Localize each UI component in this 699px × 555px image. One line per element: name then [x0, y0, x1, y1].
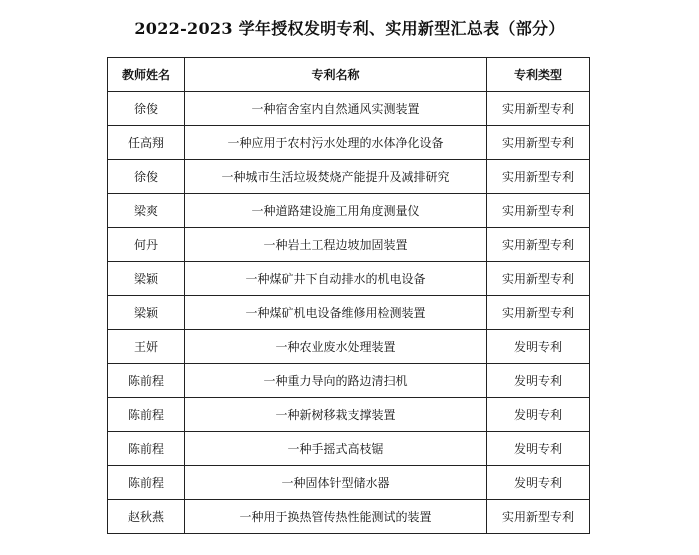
table-row: [108, 296, 590, 330]
patent-name-cell: 一种新树移栽支撑装置: [185, 398, 487, 432]
teacher-name-cell: 陈前程: [108, 466, 185, 500]
patent-summary-table: [107, 57, 590, 534]
table-row: [108, 262, 590, 296]
teacher-name-cell: 梁颖: [108, 262, 185, 296]
patent-name-cell: 一种应用于农村污水处理的水体净化设备: [185, 126, 487, 160]
patent-type-cell: 实用新型专利: [487, 296, 590, 330]
patent-type-cell: 发明专利: [487, 466, 590, 500]
table-row: [108, 432, 590, 466]
teacher-name-cell: 王妍: [108, 330, 185, 364]
patent-name-cell: 一种道路建设施工用角度测量仪: [185, 194, 487, 228]
teacher-name-cell: 陈前程: [108, 432, 185, 466]
patent-type-cell: 发明专利: [487, 364, 590, 398]
table-row: [108, 194, 590, 228]
patent-name-cell: 一种重力导向的路边清扫机: [185, 364, 487, 398]
table-header: [108, 58, 590, 92]
table-row: [108, 364, 590, 398]
patent-name-cell: 一种手摇式高枝锯: [185, 432, 487, 466]
teacher-name-cell: 陈前程: [108, 364, 185, 398]
table-row: [108, 398, 590, 432]
table-header-row: [108, 58, 590, 92]
teacher-name-cell: 梁颖: [108, 296, 185, 330]
teacher-name-cell: 徐俊: [108, 160, 185, 194]
table-row: [108, 330, 590, 364]
table-row: [108, 228, 590, 262]
patent-type-cell: 实用新型专利: [487, 262, 590, 296]
patent-type-cell: 实用新型专利: [487, 92, 590, 126]
patent-name-cell: 一种岩土工程边坡加固装置: [185, 228, 487, 262]
patent-type-cell: 实用新型专利: [487, 500, 590, 534]
header-patent-name: 专利名称: [185, 58, 487, 92]
table-row: [108, 500, 590, 534]
patent-type-cell: 发明专利: [487, 330, 590, 364]
teacher-name-cell: 任高翔: [108, 126, 185, 160]
table-row: [108, 160, 590, 194]
patent-type-cell: 实用新型专利: [487, 126, 590, 160]
patent-name-cell: 一种煤矿机电设备维修用检测装置: [185, 296, 487, 330]
teacher-name-cell: 梁爽: [108, 194, 185, 228]
patent-type-cell: 实用新型专利: [487, 194, 590, 228]
patent-name-cell: 一种用于换热管传热性能测试的装置: [185, 500, 487, 534]
teacher-name-cell: 陈前程: [108, 398, 185, 432]
patent-type-cell: 发明专利: [487, 398, 590, 432]
teacher-name-cell: 赵秋燕: [108, 500, 185, 534]
patent-type-cell: 实用新型专利: [487, 160, 590, 194]
patent-type-cell: 发明专利: [487, 432, 590, 466]
header-teacher-name: 教师姓名: [108, 58, 185, 92]
patent-name-cell: 一种宿舍室内自然通风实测装置: [185, 92, 487, 126]
page-title: 2022-2023 学年授权发明专利、实用新型汇总表（部分）: [134, 19, 565, 38]
header-patent-type: 专利类型: [487, 58, 590, 92]
teacher-name-cell: 徐俊: [108, 92, 185, 126]
patent-name-cell: 一种城市生活垃圾焚烧产能提升及减排研究: [185, 160, 487, 194]
table-row: [108, 92, 590, 126]
patent-name-cell: 一种固体针型储水器: [185, 466, 487, 500]
table-body: [108, 92, 590, 534]
patent-type-cell: 实用新型专利: [487, 228, 590, 262]
patent-name-cell: 一种煤矿井下自动排水的机电设备: [185, 262, 487, 296]
patent-name-cell: 一种农业废水处理装置: [185, 330, 487, 364]
teacher-name-cell: 何丹: [108, 228, 185, 262]
table-row: [108, 126, 590, 160]
table-row: [108, 466, 590, 500]
